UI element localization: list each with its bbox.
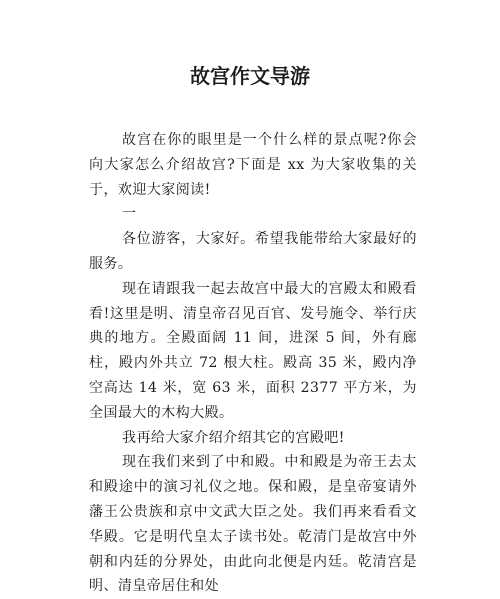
paragraph-greeting: 各位游客，大家好。希望我能带给大家最好的服务。 [89, 231, 417, 272]
section-number: 一 [122, 206, 137, 223]
paragraph-intro: 故宫在你的眼里是一个什么样的景点呢?你会向大家怎么介绍故宫?下面是 xx 为大家收集的关于，欢迎大家阅读! [89, 132, 417, 198]
document-body [89, 128, 417, 599]
document-title: 故宫作文导游 [190, 64, 310, 88]
paragraph-other-halls: 现在我们来到了中和殿。中和殿是为帝王去太和殿途中的演习礼仪之地。保和殿，是皇帝宴请外藩王公贵族和京中文武大臣之处。我们再来看看文华殿。它是明代皇太子读书处。乾清门是故宫中外朝和内廷的分界处，由此向北便是内廷。乾清宫是明、清皇帝居住和处 [89, 454, 417, 595]
paragraph-transition: 我再给大家介绍介绍其它的宫殿吧! [122, 429, 345, 446]
paragraph-taihe-hall: 现在请跟我一起去故宫中最大的宫殿太和殿看看!这里是明、清皇帝召见百官、发号施令、举行庆典的地方。全殿面阔 11 间，进深 5 间，外有廊柱，殿内外共立 72 根大柱。殿高 35 米，殿内净空高达 14 米，宽 63 米，面积 2377 平方米，为全国最大的木构大殿。 [89, 280, 417, 421]
